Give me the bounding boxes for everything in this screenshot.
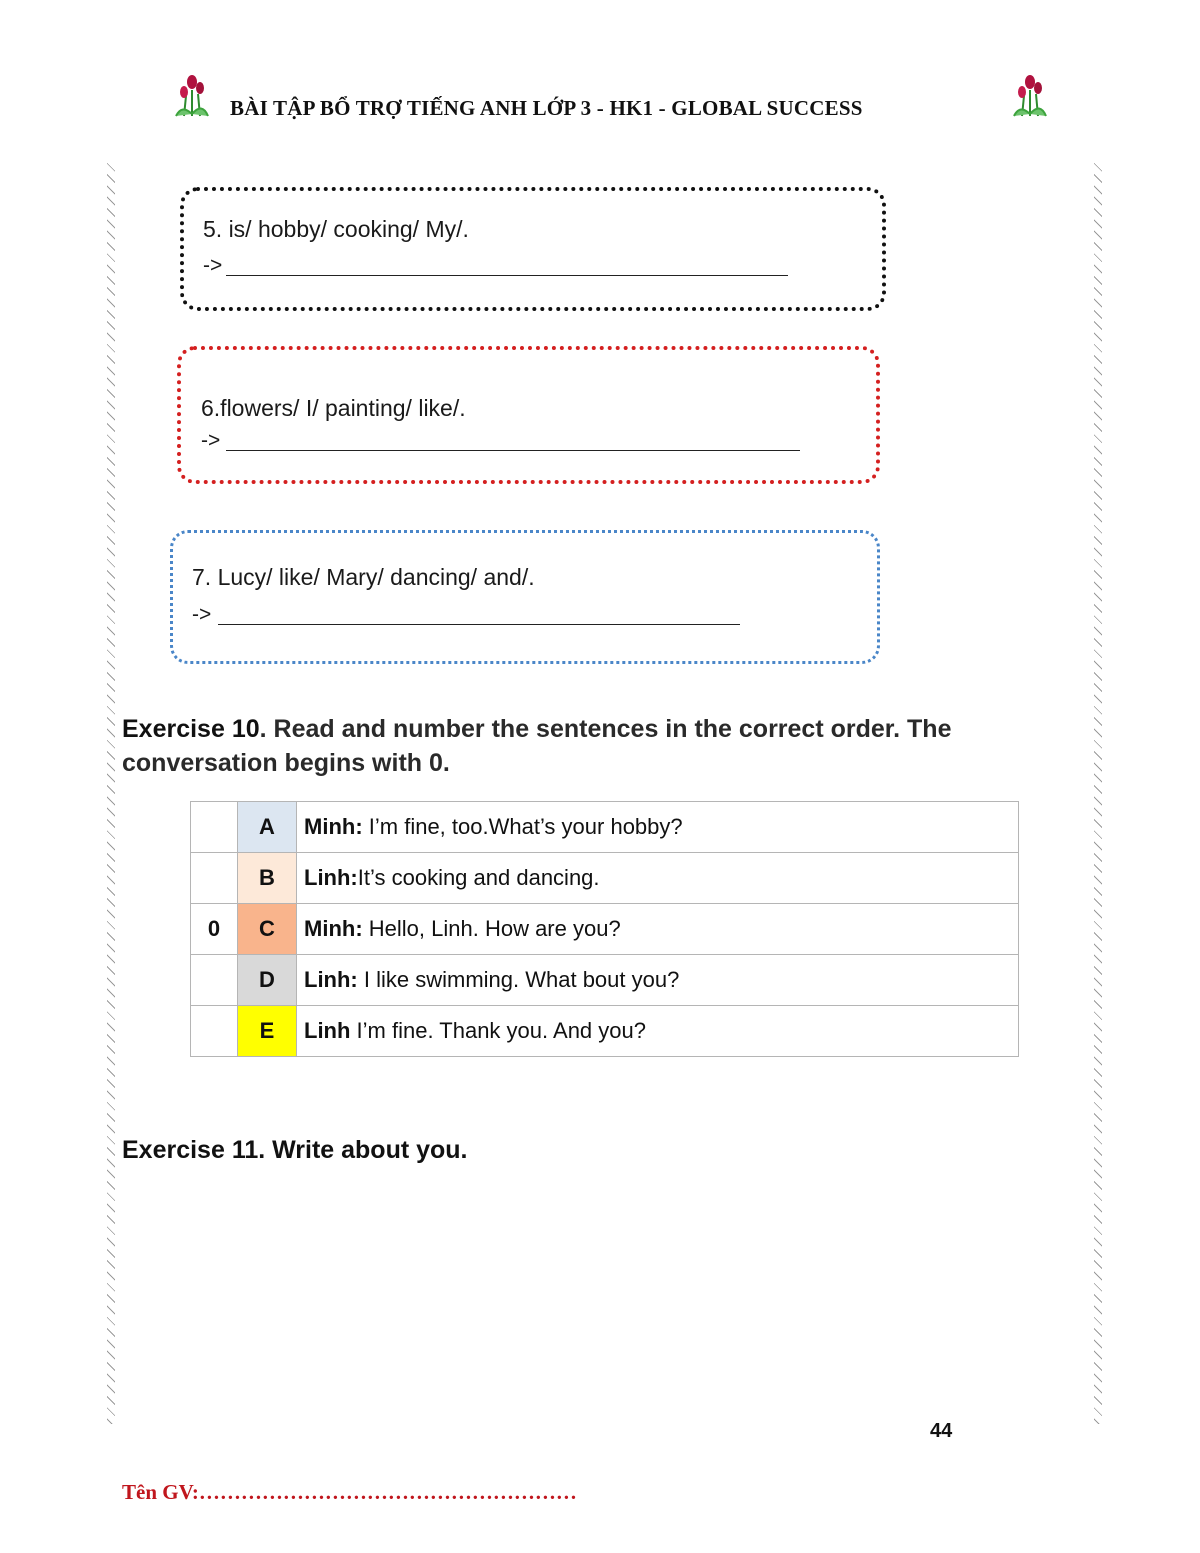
tulip-flower-icon [172, 70, 212, 118]
sentence-text: It’s cooking and dancing. [357, 865, 600, 890]
answer-arrow-7: -> [192, 603, 212, 626]
sentence-cell [297, 853, 1019, 904]
question-text-7: 7. Lucy/ like/ Mary/ dancing/ and/. [192, 564, 535, 590]
sentence-cell [297, 955, 1019, 1006]
order-number-cell[interactable] [191, 955, 238, 1006]
sentence-cell [297, 802, 1019, 853]
answer-line-5[interactable] [226, 275, 788, 276]
sentence-letter-cell: E [238, 1006, 297, 1057]
table-row [191, 802, 1019, 853]
speaker-name: Linh [304, 1018, 351, 1043]
speaker-name: Linh: [304, 967, 358, 992]
sentence-text: I like swimming. What bout you? [357, 967, 680, 992]
answer-line-6[interactable] [226, 450, 800, 451]
table-row [191, 853, 1019, 904]
order-number-cell[interactable] [191, 853, 238, 904]
speaker-name: Minh: [304, 916, 363, 941]
speaker-name: Minh: [304, 814, 363, 839]
exercise-11-title: Exercise 11. Write about you. [122, 1136, 468, 1164]
tulip-flower-icon [1010, 70, 1050, 118]
order-number-cell[interactable]: 0 [191, 904, 238, 955]
page-number: 44 [930, 1420, 953, 1442]
table-row [191, 955, 1019, 1006]
speaker-name: Linh: [304, 865, 358, 890]
table-row [191, 1006, 1019, 1057]
exercise-10-number: Exercise 10 [122, 715, 260, 743]
sentence-text: I’m fine, too.What’s your hobby? [362, 814, 683, 839]
sentence-letter-cell: A [238, 802, 297, 853]
sentence-text: Hello, Linh. How are you? [362, 916, 621, 941]
sentence-cell [297, 904, 1019, 955]
page-border-right [1094, 162, 1102, 1424]
order-number-cell[interactable] [191, 1006, 238, 1057]
question-text-5: 5. is/ hobby/ cooking/ My/. [203, 216, 469, 242]
answer-arrow-5: -> [203, 254, 223, 277]
exercise-10-instructions: . Read and number the sentences in the correct order. The conversation begins with 0. [122, 715, 952, 777]
order-number-cell[interactable] [191, 802, 238, 853]
table-row [191, 904, 1019, 955]
exercise-10-title [122, 712, 1062, 780]
answer-line-7[interactable] [218, 624, 740, 625]
teacher-name-field[interactable]: Tên GV:……………………………………………… [122, 1480, 577, 1504]
sentence-cell [297, 1006, 1019, 1057]
sentence-letter-cell: D [238, 955, 297, 1006]
question-text-6: 6.flowers/ I/ painting/ like/. [201, 395, 466, 421]
sentence-letter-cell: C [238, 904, 297, 955]
answer-arrow-6: -> [201, 429, 221, 452]
page-title: BÀI TẬP BỔ TRỢ TIẾNG ANH LỚP 3 - HK1 - GLOBAL SUCCESS [230, 96, 863, 120]
sentence-letter-cell: B [238, 853, 297, 904]
sentence-text: I’m fine. Thank you. And you? [350, 1018, 646, 1043]
question-box-5 [180, 187, 886, 311]
conversation-order-table [190, 801, 1019, 1057]
page-border-left [107, 162, 115, 1424]
page-header [0, 70, 1200, 130]
question-box-7 [170, 530, 880, 664]
